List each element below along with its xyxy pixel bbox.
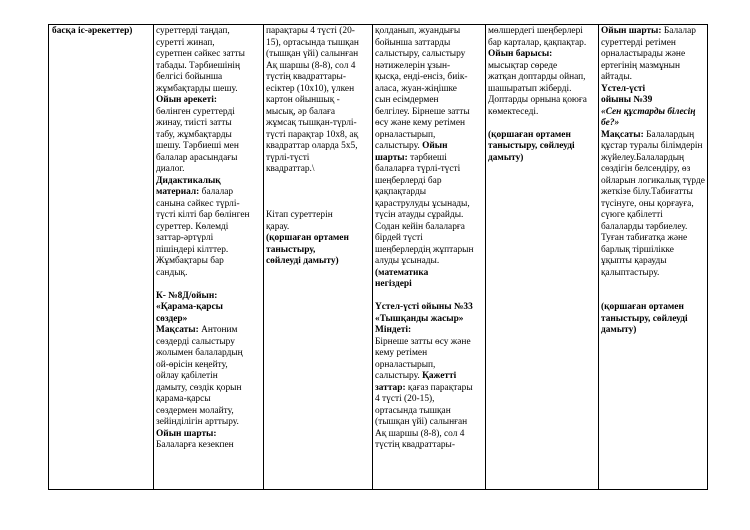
text-line: ортасында тышқан <box>375 405 451 416</box>
text-line: сүюге қабілетті <box>601 210 663 220</box>
text-line: шешу. Тәрбиеші мен <box>156 141 239 151</box>
column-divider <box>372 24 373 490</box>
column-divider <box>598 24 599 490</box>
text-line: ойлау қабілетін <box>156 371 218 381</box>
text-line: салыстыру. Ойын <box>375 141 448 151</box>
text-line: сөздер» <box>156 313 188 324</box>
text-line: қақпақтарды <box>375 187 427 197</box>
cell-heading: басқа іс-әрекеттер) <box>52 26 133 36</box>
text-line: таныстыру, сөйлеуді <box>601 313 688 324</box>
text-line: түсінуге, оны қорғауға, <box>601 198 694 209</box>
text-line: зейінділігін арттыру. <box>156 417 239 427</box>
friday-column <box>601 26 707 488</box>
text-line: есіктер (10х10), үлкен <box>266 83 355 94</box>
text-line: Үстел-үсті ойыны №33 <box>375 302 473 312</box>
text-line: суреттерді таңдап, <box>156 26 230 36</box>
text-line: квадраттар.\ <box>266 164 315 174</box>
text-line: «Сен құстарды білесің <box>601 106 696 117</box>
text-line: орналастырып, <box>375 129 436 140</box>
text-line: сөздермен молайту, <box>156 405 234 416</box>
text-line: мысық, әр балаға <box>266 106 335 117</box>
text-line: қалыптастыру. <box>601 267 660 278</box>
text-line: қарама-қарсы <box>156 394 211 404</box>
text-line: Ойын шарты: <box>156 428 217 439</box>
text-line: Ойын әрекеті: <box>156 95 217 105</box>
text-line: белгілеу. Бірнеше затты <box>375 106 470 117</box>
text-line: жинау, тиісті затты <box>156 118 232 128</box>
text-line: (қоршаған ортамен <box>488 129 571 140</box>
text-line: Туған табиғатқа және <box>601 233 688 243</box>
text-line: Ойын барысы: <box>488 49 553 59</box>
text-line: картон ойыншық - <box>266 95 340 105</box>
text-line: Жұмбақтары бар <box>156 256 224 266</box>
text-line: «Қарама-қарсы <box>156 302 223 312</box>
text-line <box>601 291 707 303</box>
text-line: Мақсаты: Антоним <box>156 325 238 335</box>
text-line: жатқан доптарды ойнап, <box>488 72 586 82</box>
text-line: 15), ортасында тышқан <box>266 37 359 48</box>
text-line: пішіндері кілттер. <box>156 244 229 255</box>
text-line: бар карталар, қақпақтар. <box>488 37 587 48</box>
text-line: сөздігін белсендіру, өз <box>601 164 691 174</box>
text-line: көмектеседі. <box>488 106 539 117</box>
text-line: (қоршаған ортамен <box>266 233 349 243</box>
text-line: балалар арасындағы <box>156 152 238 163</box>
text-line: бөлінген суреттерді <box>156 106 235 117</box>
text-line: ұқыпты қарауды <box>601 256 667 266</box>
tuesday-column <box>266 26 371 488</box>
text-line: салыстыру. Қажетті <box>375 371 457 381</box>
text-line: (тышқан үйі) салынған <box>266 49 359 59</box>
text-line: (қоршаған ортамен <box>601 302 684 312</box>
text-line: ойыны №39 <box>601 95 653 105</box>
text-line: заттар-әртүрлі <box>156 233 214 243</box>
text-line: жұмбақтарды шешу. <box>156 83 238 94</box>
text-line: парақтары 4 түсті (20- <box>266 26 355 36</box>
text-line: табу, жұмбақтарды <box>156 129 232 140</box>
text-line: шеңберлердің жұптарын <box>375 244 474 255</box>
text-line: Доптарды орнына қоюға <box>488 95 587 105</box>
text-line <box>266 199 371 211</box>
column-divider <box>485 24 486 490</box>
text-line: Ойын шарты: Балалар <box>601 26 696 36</box>
text-line: бірдей түсті <box>375 233 423 243</box>
text-line: түсін атауды сұрайды. <box>375 210 464 220</box>
text-line: мысықтар сөреде <box>488 60 558 71</box>
thursday-column <box>488 26 597 488</box>
text-line: суретті жинап, <box>156 37 215 48</box>
text-line: Балаларға кезекпен <box>156 440 234 450</box>
text-line: алуды ұсынады. <box>375 256 440 266</box>
text-line: сандық. <box>156 267 188 278</box>
text-line: айтады. <box>601 72 632 82</box>
text-line: негіздері <box>375 279 412 289</box>
text-line: Содан кейін балаларға <box>375 221 465 232</box>
text-line: К- №8Д/ойын: <box>156 290 218 301</box>
text-line: табады. Тәрбиешінің <box>156 60 241 71</box>
text-line: диалог. <box>156 164 185 174</box>
text-line: заттар: қағаз парақтары <box>375 382 473 393</box>
text-line: Міндеті: <box>375 325 412 335</box>
text-line: (тышқан үйі) салынған <box>375 417 468 427</box>
text-line: қарау. <box>266 221 290 232</box>
text-line: «Тышқанды жасыр» <box>375 313 464 324</box>
text-line: таныстыру, сөйлеуді <box>488 141 575 151</box>
text-line <box>488 118 597 130</box>
text-line: Ақ шаршы (8-8), сол 4 <box>266 60 356 71</box>
text-line: түстің квадраттары- <box>266 72 346 82</box>
text-line: бойынша заттарды <box>375 37 451 48</box>
text-line: балаларға түрлі-түсті <box>375 164 461 174</box>
text-line: 4 түсті (20-15), <box>375 394 435 404</box>
wednesday-column <box>375 26 484 488</box>
text-line: жолымен балалардың <box>156 348 243 358</box>
text-line: бе?» <box>601 118 620 128</box>
text-line: нәтижелерін ұзын- <box>375 60 451 71</box>
text-line: өсу және кему ретімен <box>375 118 466 128</box>
text-line: орналастырып, <box>375 359 436 370</box>
text-line: ой-өрісін кеңейту, <box>156 359 228 370</box>
text-line: материал: балалар <box>156 187 234 197</box>
text-line: Ақ шаршы (8-8), сол 4 <box>375 428 465 439</box>
activity-type-cell <box>52 26 152 488</box>
text-line: жүйелеу.Балалардың <box>601 152 685 163</box>
text-line: дамыту, сөздік қорын <box>156 382 242 393</box>
text-line: Мақсаты: Балалардың <box>601 129 695 140</box>
text-line: шеңберлерді бар <box>375 175 442 186</box>
text-line: сөйлеуді дамыту) <box>266 256 339 266</box>
text-line: түсті кілті бар бөлінген <box>156 210 250 220</box>
text-line: (математика <box>375 267 429 278</box>
text-line <box>266 187 371 199</box>
text-line: қолданып, жуандығы <box>375 26 461 36</box>
text-line: суреттерді ретімен <box>601 37 676 48</box>
text-line: ойларын логикалық түрде <box>601 175 705 186</box>
column-divider <box>153 24 154 490</box>
monday-column <box>156 26 262 488</box>
text-line: мөлшердегі шеңберлері <box>488 26 583 36</box>
text-line <box>266 176 371 188</box>
text-line <box>601 279 707 291</box>
text-line: таныстыру, <box>266 244 316 255</box>
text-line: ертегінің мазмұнын <box>601 60 680 71</box>
text-line: шашыратып жіберді. <box>488 83 572 94</box>
text-line: барлық тіршілікке <box>601 244 674 255</box>
text-line <box>156 279 262 291</box>
text-line: Бірнеше затты өсу және <box>375 336 471 347</box>
text-line: құстар туралы білімдерін <box>601 141 703 151</box>
text-line: шарты: тәрбиеші <box>375 152 447 163</box>
text-line: орналастырады және <box>601 49 686 59</box>
text-line: балаларды тәрбиелеу. <box>601 221 688 232</box>
text-line: квадраттар оларда 5х5, <box>266 141 358 151</box>
text-line: Кітап суреттерін <box>266 210 333 220</box>
text-line: сөздерді салыстыру <box>156 336 235 347</box>
text-line: суретпен сәйкес затты <box>156 49 245 59</box>
text-line: Дидактикалық <box>156 175 221 186</box>
text-line: түрлі-түсті <box>266 152 310 163</box>
text-line <box>375 291 484 303</box>
text-line: жеткізе білу.Табиғатты <box>601 187 693 197</box>
text-line: кему ретімен <box>375 348 428 358</box>
text-line: аласа, жуан-жіңішке <box>375 83 457 94</box>
text-line: салыстыру, салыстыру <box>375 49 466 59</box>
text-line: қысқа, енді-енсіз, биік- <box>375 72 468 82</box>
text-line: қараструлуды ұсынады, <box>375 198 470 209</box>
text-line: дамыту) <box>488 152 524 163</box>
text-line: жұмсақ тышқан-түрлі- <box>266 118 357 128</box>
text-line: белгісі бойынша <box>156 72 223 82</box>
text-line: түсті парақтар 10х8, ақ <box>266 129 359 140</box>
text-line: сын есімдермен <box>375 95 439 105</box>
text-line: дамыту) <box>601 325 637 335</box>
text-line: санына сәйкес түрлі- <box>156 198 240 209</box>
text-line: суреттер. Көлемді <box>156 221 229 232</box>
text-line: түстің квадраттары- <box>375 440 455 450</box>
text-line: Үстел-үсті <box>601 83 646 94</box>
column-divider <box>263 24 264 490</box>
